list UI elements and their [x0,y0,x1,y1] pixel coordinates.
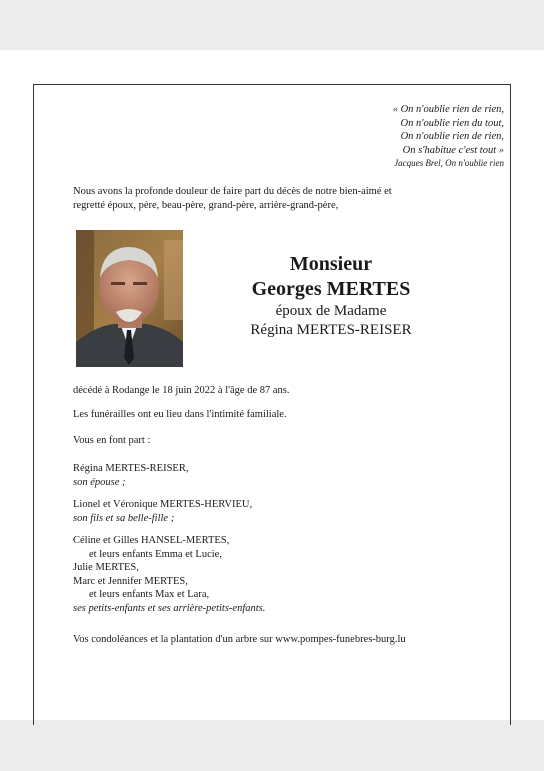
family-member-name: Lionel et Véronique MERTES-HERVIEU, [73,499,253,510]
family-grandchildren [73,534,265,615]
spouse-intro: époux de Madame [275,303,387,319]
deceased-name: Georges MERTES [251,278,411,300]
notice-frame [33,84,511,725]
family-member-name: Régina MERTES-REISER, [73,463,189,474]
intro-line: Nous avons la profonde douleur de faire part du décès de notre bien-aimé et [73,186,392,197]
family-member-name: Marc et Jennifer MERTES, [73,575,188,587]
family-member-name: Céline et Gilles HANSEL-MERTES, [73,535,230,546]
epigraph-quote [393,103,504,171]
intro-paragraph [73,185,473,213]
quote-line: On n'oublie rien de rien, [400,131,504,142]
deceased-name-block [200,252,462,340]
announcers-intro: Vous en font part : [73,435,151,446]
family-member-role: son épouse ; [73,476,126,488]
spouse-name: Régina MERTES-REISER [250,322,412,338]
honorific: Monsieur [289,253,373,275]
condolences-line: Vos condoléances et la plantation d'un arbre sur www.pompes-funebres-burg.lu [73,634,406,645]
family-member-role: ses petits-enfants et ses arrière-petits-enfants. [73,602,266,614]
family-member-name: Julie MERTES, [73,562,139,573]
quote-attribution: Jacques Brel, On n'oublie rien [394,158,504,168]
death-notice: décédé à Rodange le 18 juin 2022 à l'âge de 87 ans. [73,385,290,396]
quote-line: On s'habitue c'est tout » [402,144,504,156]
family-member-name: et leurs enfants Max et Lara, [89,589,210,600]
family-member-role: son fils et sa belle-fille ; [73,512,175,524]
deceased-portrait [76,230,183,367]
family-spouse [73,462,188,489]
intro-line: regretté époux, père, beau-père, grand-père, arrière-grand-père, [73,200,339,211]
quote-line: « On n'oublie rien de rien, [392,104,504,115]
family-son [73,498,252,525]
quote-line: On n'oublie rien du tout, [400,117,504,129]
family-member-name: et leurs enfants Emma et Lucie, [89,548,222,560]
funeral-notice: Les funérailles ont eu lieu dans l'intimité familiale. [73,409,287,420]
